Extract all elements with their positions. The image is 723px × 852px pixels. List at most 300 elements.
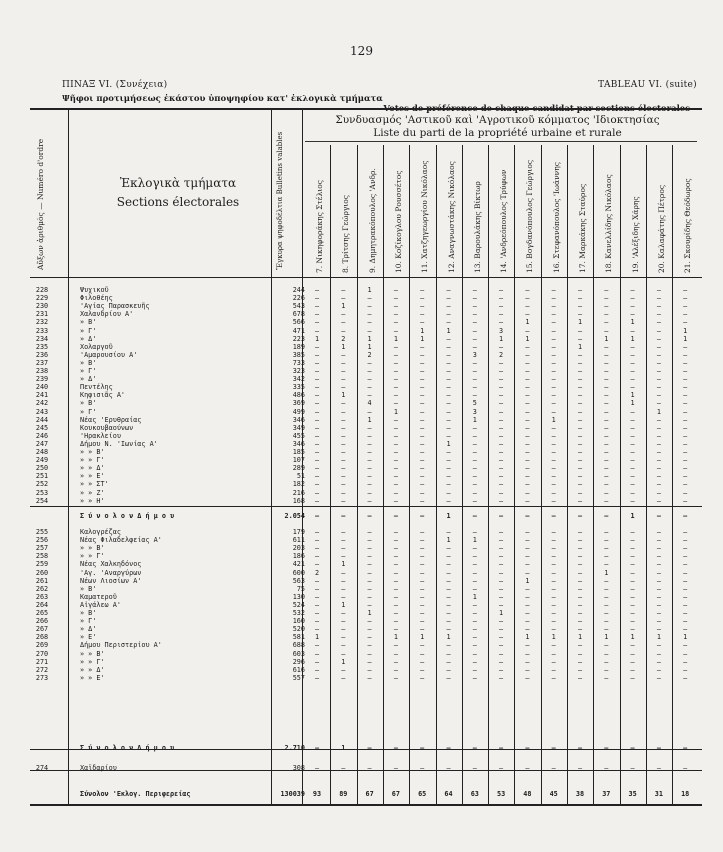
vote-cell: — [577,592,583,601]
vote-cell: — [472,552,477,561]
vote-cell: 1 [630,512,635,520]
vote-cell: — [525,423,530,432]
vote-cell: — [472,302,477,311]
vote-cell: 18 [681,790,690,798]
row-number: 233 [35,326,49,335]
vote-cell: — [683,375,688,384]
vote-cell: 65 [418,790,427,798]
vote-cell: — [367,302,372,311]
vote-cell: — [499,448,504,456]
vote-cell: 1 [551,633,556,642]
vote-cell: — [525,383,530,392]
vote-cell: — [472,488,477,497]
valid-ballots: 678 [292,310,305,319]
vote-cell: — [604,456,609,465]
valid-ballots: 2.710 [284,744,305,752]
vote-cell: 37 [602,790,611,798]
vote-cell: 1 [472,536,477,545]
vote-cell: — [577,310,583,319]
vote-cell: — [630,448,635,456]
vote-cell: — [683,431,688,440]
vote-cell: — [420,544,425,553]
vote-cell: — [314,399,320,408]
vote-cell: — [420,480,425,489]
vote-cell: — [446,415,451,424]
vote-cell: — [577,391,583,400]
valid-ballots: 603 [292,649,305,658]
table-row [30,650,702,658]
vote-cell: — [446,544,451,553]
vote-cell: — [341,552,346,561]
vote-cell: — [314,560,320,569]
vote-cell: — [630,407,635,416]
vote-cell: — [656,512,661,520]
vote-cell: 2 [499,350,504,359]
valid-ballots: 486 [292,391,305,400]
header-right: TABLEAU VI. (suite) [598,80,697,90]
vote-cell: — [314,286,320,294]
vote-cell: — [367,744,372,752]
vote-cell: — [341,641,346,650]
vote-cell: — [314,617,320,626]
vote-cell: — [314,657,320,666]
vote-cell: — [577,302,583,311]
vote-cell: — [341,407,346,416]
vote-cell: — [341,592,346,601]
vote-cell: — [367,383,372,392]
vote-cell: — [630,617,635,626]
vote-cell: — [393,625,398,634]
table-row [30,666,702,674]
vote-cell: — [604,592,609,601]
vote-cell: — [630,536,635,545]
vote-cell: 53 [497,790,506,798]
vote-cell: — [499,576,504,585]
vote-cell: — [393,657,398,666]
row-number: 267 [35,625,49,634]
vote-cell: — [577,600,583,609]
vote-cell: — [499,536,504,545]
vote-cell: — [656,415,661,424]
vote-cell: — [604,358,609,367]
vote-cell: — [393,375,398,384]
vote-cell: — [341,448,346,456]
vote-cell: — [525,415,530,424]
vote-cell: — [472,367,477,375]
vote-cell: — [472,439,477,448]
vote-cell: — [393,536,398,545]
vote-cell: — [656,431,661,440]
vote-cell: — [683,480,688,489]
vote-cell: — [367,407,372,416]
vote-cell: — [630,367,635,375]
valid-ballots: 499 [292,407,305,416]
vote-cell: — [551,560,556,569]
vote-cell: — [656,448,661,456]
vote-cell: — [341,488,346,497]
vote-cell: — [472,310,477,319]
vote-cell: — [551,318,556,327]
vote-cell: — [341,633,346,642]
section-name: Αἰγάλεω Α' [80,600,121,609]
row-number: 250 [35,464,49,473]
vote-cell: — [499,342,504,351]
vote-cell: — [314,375,320,384]
vote-cell: — [604,375,609,384]
valid-ballots: 216 [292,488,305,497]
vote-cell: — [314,744,320,752]
vote-cell: — [683,464,688,473]
vote-cell: — [393,600,398,609]
vote-cell: — [683,423,688,432]
valid-ballots: 369 [292,399,305,408]
vote-cell: 1 [656,407,661,416]
vote-cell: — [525,294,530,303]
table-row [30,625,702,633]
section-name: » » Ε' [80,472,105,481]
vote-cell: 1 [604,334,609,343]
table-row [30,343,702,351]
vote-cell: — [341,294,346,303]
vote-cell: — [499,764,504,772]
table-row [30,601,702,609]
vote-cell: — [446,399,451,408]
vote-cell: — [420,358,425,367]
vote-cell: — [683,407,688,416]
vote-cell: 1 [472,415,477,424]
table-row [30,448,702,456]
vote-cell: — [577,544,583,553]
grand-total-row [30,790,702,798]
vote-cell: 1 [341,744,346,752]
vote-cell: — [630,472,635,481]
vote-cell: — [393,488,398,497]
vote-cell: 2 [314,568,320,577]
vote-cell: — [604,367,609,375]
vote-cell: — [656,423,661,432]
table-row [30,480,702,488]
section-name: » Β' [80,358,97,367]
vote-cell: — [656,665,661,674]
section-name: » Β' [80,609,97,617]
vote-cell: — [656,350,661,359]
valid-ballots: 185 [292,448,305,456]
vote-cell: — [551,552,556,561]
vote-cell: — [420,600,425,609]
vote-cell: — [341,367,346,375]
row-number: 268 [35,633,49,642]
vote-cell: — [630,625,635,634]
table-row [30,536,702,544]
section-name: » Δ' [80,334,97,343]
valid-ballots: 385 [292,350,305,359]
vote-cell: — [630,342,635,351]
top-rule [30,108,702,110]
vote-cell: — [525,536,530,545]
vote-cell: — [525,600,530,609]
vote-cell: — [656,641,661,650]
vote-cell: — [314,641,320,650]
vote-cell: 4 [367,399,372,408]
vote-cell: — [393,560,398,569]
vote-cell: — [393,358,398,367]
vote-cell: — [472,326,477,335]
vote-cell: — [446,609,451,617]
vote-cell: — [683,472,688,481]
vote-cell: — [604,576,609,585]
vote-cell: — [656,391,661,400]
vote-cell: — [577,480,583,489]
vote-cell: — [341,439,346,448]
vote-cell: — [577,456,583,465]
vote-cell: — [630,302,635,311]
vote-cell: — [472,456,477,465]
vote-cell: — [577,439,583,448]
row-number: 252 [35,480,49,489]
section-name: » Γ' [80,326,97,335]
section-name: 'Ηρακλείου [80,431,121,440]
vote-cell: — [472,617,477,626]
row-number: 255 [35,528,49,536]
vote-cell: — [446,367,451,375]
vote-cell: — [341,673,346,682]
vote-cell: — [656,625,661,634]
vote-cell: — [420,448,425,456]
section-name: Σ ύ ν ο λ ο ν Δ ή μ ο υ [80,744,175,752]
candidate-header: 8. Τρίτσης Γεώργιος [341,195,351,273]
row-number: 237 [35,358,49,367]
vote-cell: — [472,744,477,752]
vote-cell: — [420,649,425,658]
vote-cell: 1 [525,576,530,585]
vote-cell: — [393,641,398,650]
section-name: » » Γ' [80,456,105,465]
vote-cell: — [420,472,425,481]
valid-ballots: 346 [292,415,305,424]
valid-ballots: 107 [292,456,305,465]
vote-cell: — [683,576,688,585]
section-name: Δήμου Περιστερίου Α' [80,641,162,650]
vote-cell: 1 [420,326,425,335]
vote-cell: — [499,560,504,569]
vote-cell: 67 [365,790,374,798]
vote-cell: — [341,625,346,634]
table-row [30,359,702,367]
vote-cell: 48 [523,790,532,798]
vote-cell: — [656,536,661,545]
vote-cell: — [393,439,398,448]
vote-cell: — [577,496,583,505]
table-row [30,327,702,335]
vote-cell: — [499,375,504,384]
vote-cell: 1 [604,633,609,642]
vote-cell: — [446,576,451,585]
vote-cell: — [446,456,451,465]
vote-cell: — [630,744,635,752]
vote-cell: — [472,528,477,536]
row-number: 234 [35,334,49,343]
row-number: 242 [35,399,49,408]
vote-cell: — [630,560,635,569]
vote-cell: — [499,496,504,505]
vote-cell: — [393,592,398,601]
vote-cell: — [630,576,635,585]
vote-cell: — [499,665,504,674]
vote-cell: — [551,448,556,456]
vote-cell: — [577,568,583,577]
vote-cell: — [314,552,320,561]
vote-cell: — [446,592,451,601]
valid-ballots: 2.054 [284,512,305,520]
section-name: » » Β' [80,544,105,553]
vote-cell: — [420,536,425,545]
vote-cell: — [393,399,398,408]
vote-cell: 1 [341,391,346,400]
vote-cell: — [420,407,425,416]
vote-cell: — [367,480,372,489]
vote-cell: 45 [549,790,558,798]
vote-cell: — [446,625,451,634]
candidate-header: 16. Στεφανόπουλος 'Ιωάννης [551,162,561,273]
row-number: 247 [35,439,49,448]
valid-ballots: 524 [292,600,305,609]
vote-cell: — [551,367,556,375]
vote-cell: — [525,375,530,384]
vote-cell: — [499,512,504,520]
vote-cell: — [341,609,346,617]
vote-cell: 1 [393,407,398,416]
vote-cell: — [393,350,398,359]
vote-cell: — [314,665,320,674]
vote-cell: — [446,480,451,489]
vote-cell: 1 [499,334,504,343]
vote-cell: — [683,673,688,682]
valid-ballots: 346 [292,439,305,448]
vote-cell: — [525,342,530,351]
vote-cell: — [630,383,635,392]
section-name: 'Αγ. 'Αναργύρων [80,568,142,577]
vote-cell: — [525,496,530,505]
vote-cell: — [551,326,556,335]
vote-cell: — [367,584,372,593]
vote-cell: — [367,560,372,569]
vote-cell: 1 [525,334,530,343]
valid-ballots: 557 [292,673,305,682]
vote-cell: — [367,358,372,367]
row-number: 270 [35,649,49,658]
valid-ballots: 289 [292,464,305,473]
vote-cell: 38 [575,790,585,798]
vote-cell: — [683,302,688,311]
vote-cell: — [472,657,477,666]
vote-cell: — [551,536,556,545]
vote-cell: — [499,568,504,577]
vote-cell: — [341,472,346,481]
vote-cell: — [314,423,320,432]
section-name: Πεντέλης [80,383,113,392]
valid-ballots: 581 [292,633,305,642]
vote-cell: — [499,544,504,553]
candidate-header: 21. Σκουρίδης Θεόδωρος [683,178,693,273]
vote-cell: — [446,342,451,351]
vote-cell: — [420,560,425,569]
row-number: 269 [35,641,49,650]
valid-ballots: 75 [296,584,305,593]
vote-cell: 1 [472,592,477,601]
row-number: 274 [35,764,49,772]
vote-cell: — [393,294,398,303]
candidate-header: 20. Καλαφάτης Πέτρος [656,184,666,273]
vote-cell: — [656,375,661,384]
vote-cell: — [472,318,477,327]
vote-cell: — [341,464,346,473]
vote-cell: — [630,568,635,577]
vote-cell: — [314,584,320,593]
valid-ballots: 563 [292,576,305,585]
vote-cell: — [604,560,609,569]
vote-cell: — [367,464,372,473]
vote-cell: — [551,609,556,617]
vote-cell: — [525,399,530,408]
vote-cell: — [630,431,635,440]
vote-cell: — [551,407,556,416]
vote-cell: 1 [341,657,346,666]
vote-cell: — [446,665,451,674]
vote-cell: — [367,568,372,577]
vote-cell: — [630,358,635,367]
vote-cell: — [446,294,451,303]
vote-cell: — [656,744,661,752]
vote-cell: 1 [499,609,504,617]
vote-cell: — [472,294,477,303]
vote-cell: — [446,302,451,311]
vote-cell: — [551,342,556,351]
vote-cell: — [630,600,635,609]
row-number: 248 [35,448,49,456]
table-row [30,489,702,497]
vote-cell: — [393,383,398,392]
valid-ballots: 130039 [280,790,305,798]
vote-cell: — [446,744,451,752]
vote-cell: — [393,480,398,489]
vote-cell: — [551,310,556,319]
vote-cell: — [656,294,661,303]
vote-cell: — [683,318,688,327]
vote-cell: — [499,488,504,497]
vote-cell: — [551,375,556,384]
vote-cell: — [420,383,425,392]
vote-cell: — [472,633,477,642]
vote-cell: — [577,407,583,416]
vote-cell: — [630,456,635,465]
vote-cell: — [656,764,661,772]
row-number: 266 [35,617,49,626]
vote-cell: — [314,496,320,505]
vote-cell: — [577,472,583,481]
vote-cell: — [393,448,398,456]
vote-cell: — [499,641,504,650]
candidate-header: 14. 'Ανδρεόπουλος Τρύφων [499,169,509,273]
vote-cell: — [341,649,346,658]
section-name: Νέας Φιλαδελφείας Α' [80,536,162,545]
vote-cell: — [604,423,609,432]
vote-cell: — [393,326,398,335]
row-number: 240 [35,383,49,392]
section-name: » » Β' [80,448,105,456]
vote-cell: — [472,665,477,674]
vote-cell: — [420,286,425,294]
vote-cell: — [683,415,688,424]
